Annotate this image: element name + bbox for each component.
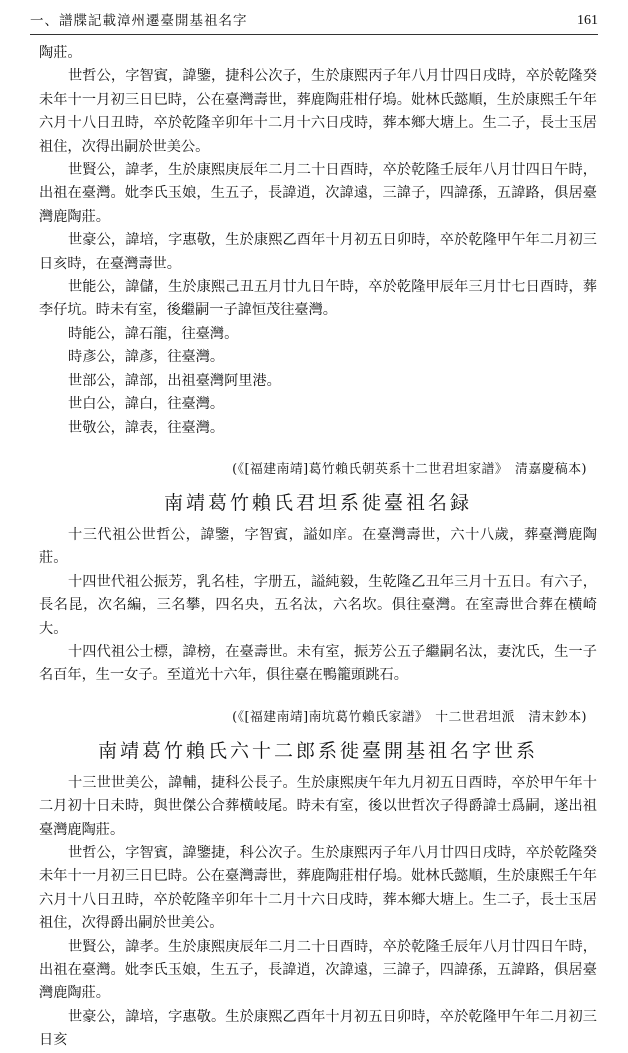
paragraph: 世豪公，諱培，字惠敬，生於康熙乙酉年十月初五日卯時，卒於乾隆甲午年二月初三日亥時，在臺灣壽世。 <box>39 232 597 272</box>
page-number: 161 <box>577 13 598 28</box>
paragraph: 世賢公，諱孝，生於康熙庚辰年二月二十日酉時，卒於乾隆壬辰年八月廿四日午時，出祖在臺灣。妣李氏玉娘，生五子，長諱逍，次諱遠，三諱子，四諱孫，五諱路，俱居臺灣鹿陶莊。 <box>39 162 597 225</box>
paragraph: 十四世代祖公振芳，乳名桂，字册五，謚純毅，生乾隆乙丑年三月十五日。有六子，長名昆，次名編，三名攀，四名央，五名汰，六名坎。俱往臺灣。在室壽世合葬在横崎大。 <box>39 573 597 637</box>
chapter-title: 一、譜牒記載漳州遷臺開基祖名字 <box>30 13 248 29</box>
paragraph: 十四代祖公士標，諱榜，在臺壽世。未有室，振芳公五子繼嗣名汰，妻沈氏，生一子名百年，生一女子。至道光十六年，俱往臺在鴨籠頭跳石。 <box>39 643 597 684</box>
running-header <box>30 10 598 35</box>
paragraph: 世哲公，字智賓，諱鑒，捷科公次子，生於康熙丙子年八月廿四日戌時，卒於乾隆癸未年十一月初三日巳時，公在臺灣壽世，葬鹿陶莊柑仔塢。妣林氏懿順，生於康熙壬午年六月十八日丑時，卒於乾隆辛卯年十二月十六日戌時，葬本鄉大塘上。生二子，長士玉居祖住，次得出嗣於世美公。 <box>39 68 597 155</box>
paragraph: 世敬公，諱表，往臺灣。 <box>68 419 225 436</box>
source-citation-2: (《[福建南靖]南坑葛竹賴氏家譜》 十二世君坦派 清末鈔本) <box>232 709 587 725</box>
paragraph: 世豪公，諱培，字惠敬。生於康熙乙酉年十月初五日卯時，卒於乾隆甲午年二月初三日亥 <box>39 1008 597 1049</box>
paragraph: 世賢公，諱孝。生於康熙庚辰年二月二十日酉時，卒於乾隆壬辰年八月廿四日午時，出祖在臺灣。妣李氏玉娘，生五子，長諱逍，次諱遠，三諱子，四諱孫，五諱路，俱居臺灣鹿陶莊。 <box>39 938 597 1002</box>
source-citation-1: (《[福建南靖]葛竹賴氏朝英系十二世君坦家譜》 清嘉慶稿本) <box>232 461 587 477</box>
genealogy-section-3 <box>39 772 597 1053</box>
paragraph: 十三世世美公，諱輔，捷科公長子。生於康熙庚午年九月初五日酉時，卒於甲午年十二月初十日未時，與世傑公合葬横岐尾。時未有室，後以世哲次子得爵諱士爲嗣，遂出祖臺灣鹿陶莊。 <box>39 774 597 838</box>
paragraph: 世白公，諱白，往臺灣。 <box>68 396 225 413</box>
page-body <box>39 42 597 1053</box>
genealogy-section-2 <box>39 524 597 688</box>
section-title-2: 南靖葛竹賴氏君坦系徙臺祖名録 <box>163 491 472 514</box>
paragraph: 世部公，諱部，出祖臺灣阿里港。 <box>68 372 281 389</box>
paragraph: 陶莊。 <box>39 45 82 61</box>
paragraph: 世能公，諱儲，生於康熙己丑五月廿九日午時，卒於乾隆甲辰年三月廿七日酉時，葬李仔坑。時未有室，後繼嗣一子諱恒茂往臺灣。 <box>39 279 597 319</box>
paragraph: 時彥公，諱彥，往臺灣。 <box>68 349 225 366</box>
paragraph: 世哲公，字智賓，諱鑒捷，科公次子。生於康熙丙子年八月廿四日戌時，卒於乾隆癸未年十一月初三日巳時。公在臺灣壽世，葬鹿陶莊柑仔塢。妣林氏懿順，生於康熙壬午年六月十八日丑時，卒於乾隆辛卯年十二月十六日戌時，葬本鄉大塘上。生二子，長士玉居祖住，次得爵出嗣於世美公。 <box>39 844 597 932</box>
genealogy-section-1 <box>39 42 597 440</box>
paragraph: 時能公，諱石龍，往臺灣。 <box>68 325 239 342</box>
section-title-3: 南靖葛竹賴氏六十二郎系徙臺開基祖名字世系 <box>97 739 538 762</box>
paragraph: 十三代祖公世哲公，諱鑒，字智賓，謚如庠。在臺灣壽世，六十八歲，葬臺灣鹿陶莊。 <box>39 526 597 567</box>
